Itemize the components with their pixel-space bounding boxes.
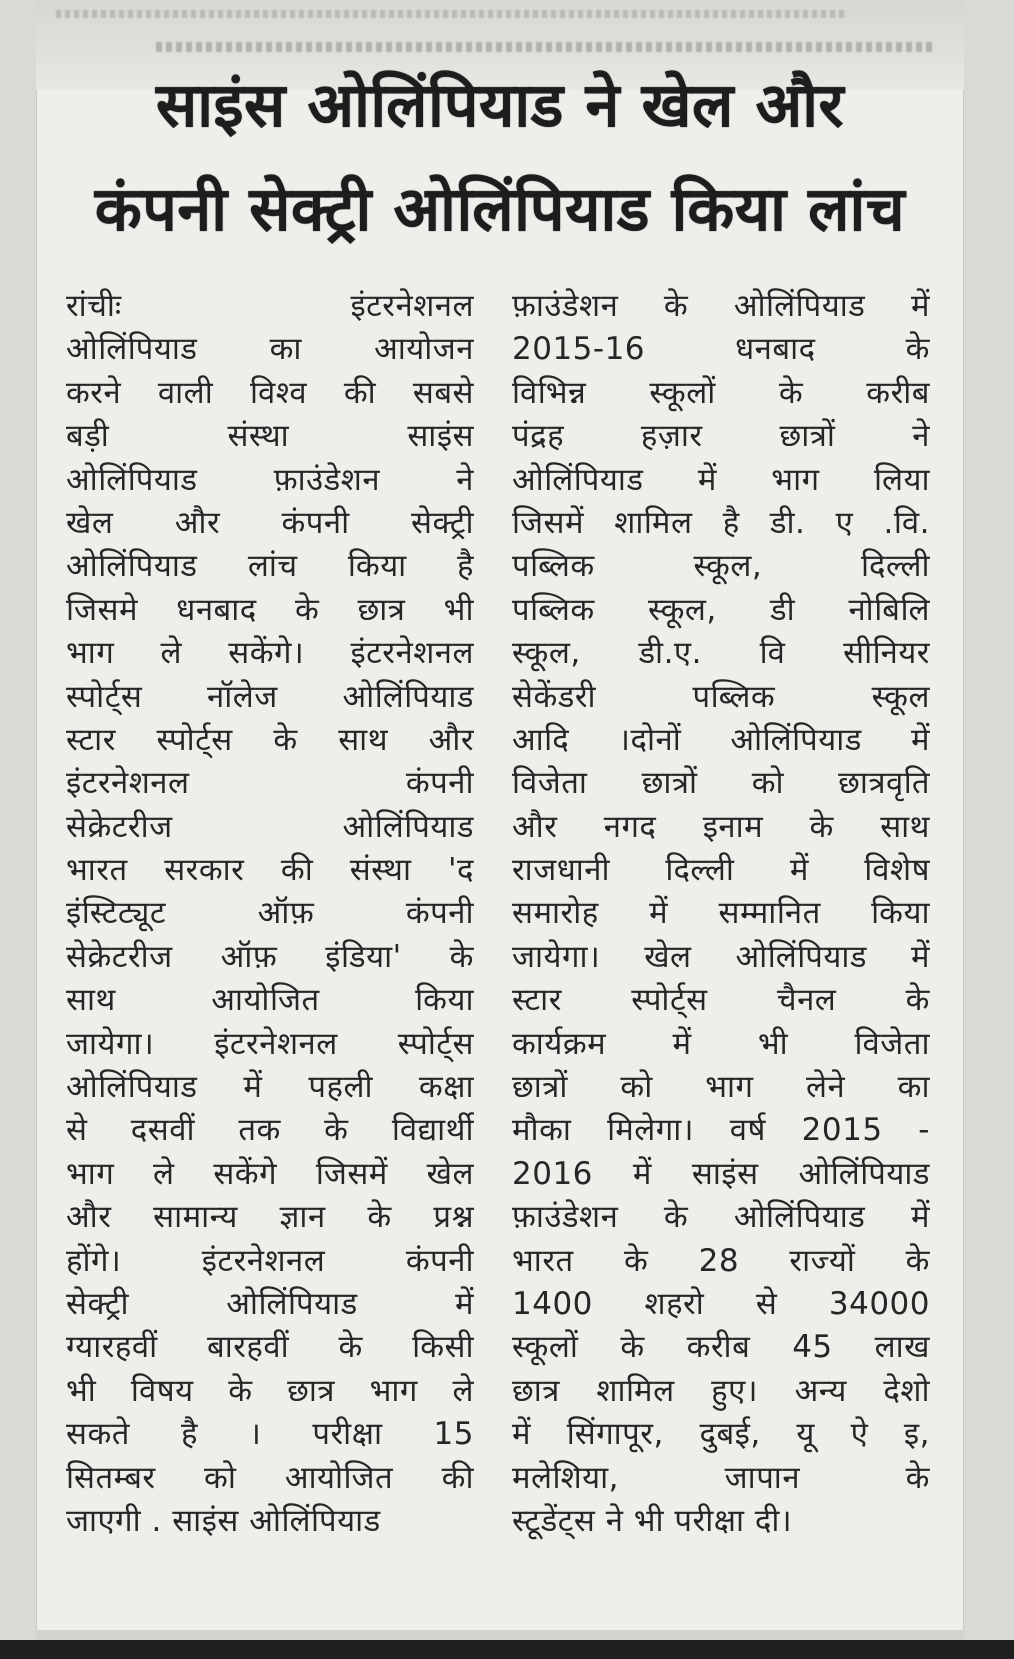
headline-line-1: साइंस ओलिंपियाड ने खेल और: [156, 70, 844, 141]
article-line: ओलिंपियाड का आयोजन: [66, 331, 474, 368]
article-line: स्टार स्पोर्ट्स चैनल के: [512, 982, 930, 1019]
article-line: जायेगा। खेल ओलिंपियाड में: [512, 938, 930, 975]
article-line: स्कूलों के करीब 45 लाख: [512, 1329, 930, 1366]
article-line: भारत सरकार की संस्था 'द: [66, 852, 474, 889]
article-line: ओलिंपियाड में भाग लिया: [512, 461, 930, 498]
article-column-1: [66, 285, 474, 1543]
article-line: ओलिंपियाड लांच किया है: [66, 548, 474, 585]
article-line: फ़ाउंडेशन के ओलिंपियाड में: [512, 1199, 930, 1236]
article-line: सकते है । परीक्षा 15: [66, 1416, 474, 1453]
article-column-2: [512, 285, 930, 1543]
article-line: 2015-16 धनबाद के: [512, 331, 930, 368]
article-line: इंस्टिट्यूट ऑफ़ कंपनी: [66, 895, 474, 932]
article-line: समारोह में सम्मानित किया: [512, 895, 930, 932]
article-line: और नगद इनाम के साथ: [512, 808, 930, 845]
article-line: सेकेंडरी पब्लिक स्कूल: [512, 678, 930, 715]
article-line: स्टूडेंट्स ने भी परीक्षा दी।: [512, 1502, 793, 1539]
article-line: और सामान्य ज्ञान के प्रश्न: [66, 1199, 474, 1236]
article-line: सेक्रेटरीज ओलिंपियाड: [66, 808, 474, 845]
article-line: ओलिंपियाड में पहली कक्षा: [66, 1069, 474, 1106]
article-line: सितम्बर को आयोजित की: [66, 1459, 474, 1496]
article-line: से दसवीं तक के विद्यार्थी: [66, 1112, 474, 1149]
scan-border: [0, 1640, 1014, 1659]
article-line: रांचीः इंटरनेशनल: [66, 288, 474, 324]
article-line: भाग ले सकेंगे जिसमें खेल: [66, 1155, 474, 1192]
article-line: पब्लिक स्कूल, डी नोबिलि: [512, 591, 930, 628]
article-line: छात्रों को भाग लेने का: [512, 1069, 930, 1106]
article-line: ओलिंपियाड फ़ाउंडेशन ने: [66, 461, 474, 498]
article-line: जायेगा। इंटरनेशनल स्पोर्ट्स: [66, 1025, 474, 1062]
article-line: भी विषय के छात्र भाग ले: [66, 1372, 474, 1409]
article-line: जिसमे धनबाद के छात्र भी: [66, 591, 474, 628]
article-line: साथ आयोजित किया: [66, 982, 474, 1019]
article-line: छात्र शामिल हुए। अन्य देशो: [512, 1372, 930, 1409]
article-line: होंगे। इंटरनेशनल कंपनी: [66, 1242, 474, 1279]
headline-line-2: कंपनी सेक्ट्री ओलिंपियाड किया लांच: [94, 174, 906, 245]
article-line: मौका मिलेगा। वर्ष 2015 -: [512, 1112, 930, 1149]
article-line: खेल और कंपनी सेक्ट्री: [66, 504, 474, 541]
article-line: स्टार स्पोर्ट्स के साथ और: [66, 721, 474, 758]
article-line: राजधानी दिल्ली में विशेष: [512, 852, 930, 889]
article-line: भाग ले सकेंगे। इंटरनेशनल: [66, 635, 474, 672]
article-line: 2016 में साइंस ओलिंपियाड: [512, 1155, 930, 1192]
article-line: जिसमें शामिल है डी. ए .वि.: [512, 504, 930, 541]
article-line: पंद्रह हज़ार छात्रों ने: [512, 418, 930, 455]
article-line: मलेशिया, जापान के: [512, 1459, 930, 1496]
article-line: सेक्रेटरीज ऑफ़ इंडिया' के: [66, 938, 474, 975]
bottom-edge: [36, 1630, 964, 1640]
article-line: पब्लिक स्कूल, दिल्ली: [512, 548, 930, 585]
article-line: स्कूल, डी.ए. वि सीनियर: [512, 635, 930, 672]
article-line: ग्यारहवीं बारहवीं के किसी: [66, 1329, 474, 1366]
article-line: करने वाली विश्व की सबसे: [66, 374, 474, 411]
article-line: विजेता छात्रों को छात्रवृति: [512, 765, 930, 802]
article-line: जाएगी . साइंस ओलिंपियाड: [66, 1502, 381, 1539]
article-line: इंटरनेशनल कंपनी: [66, 765, 474, 802]
article-line: सेक्ट्री ओलिंपियाड में: [66, 1285, 474, 1322]
article-line: विभिन्न स्कूलों के करीब: [512, 374, 930, 411]
article-line: बड़ी संस्था साइंस: [66, 418, 474, 455]
article-line: स्पोर्ट्स नॉलेज ओलिंपियाड: [66, 678, 474, 715]
article-line: फ़ाउंडेशन के ओलिंपियाड में: [512, 288, 930, 324]
newspaper-clipping: [36, 0, 964, 1640]
article-line: कार्यक्रम में भी विजेता: [512, 1025, 930, 1062]
article-line: में सिंगापूर, दुबई, यू ऐ इ,: [512, 1416, 930, 1453]
article-line: 1400 शहरो से 34000: [512, 1285, 930, 1322]
article-line: भारत के 28 राज्यों के: [512, 1242, 930, 1279]
article-line: आदि ।दोनों ओलिंपियाड में: [512, 721, 930, 758]
